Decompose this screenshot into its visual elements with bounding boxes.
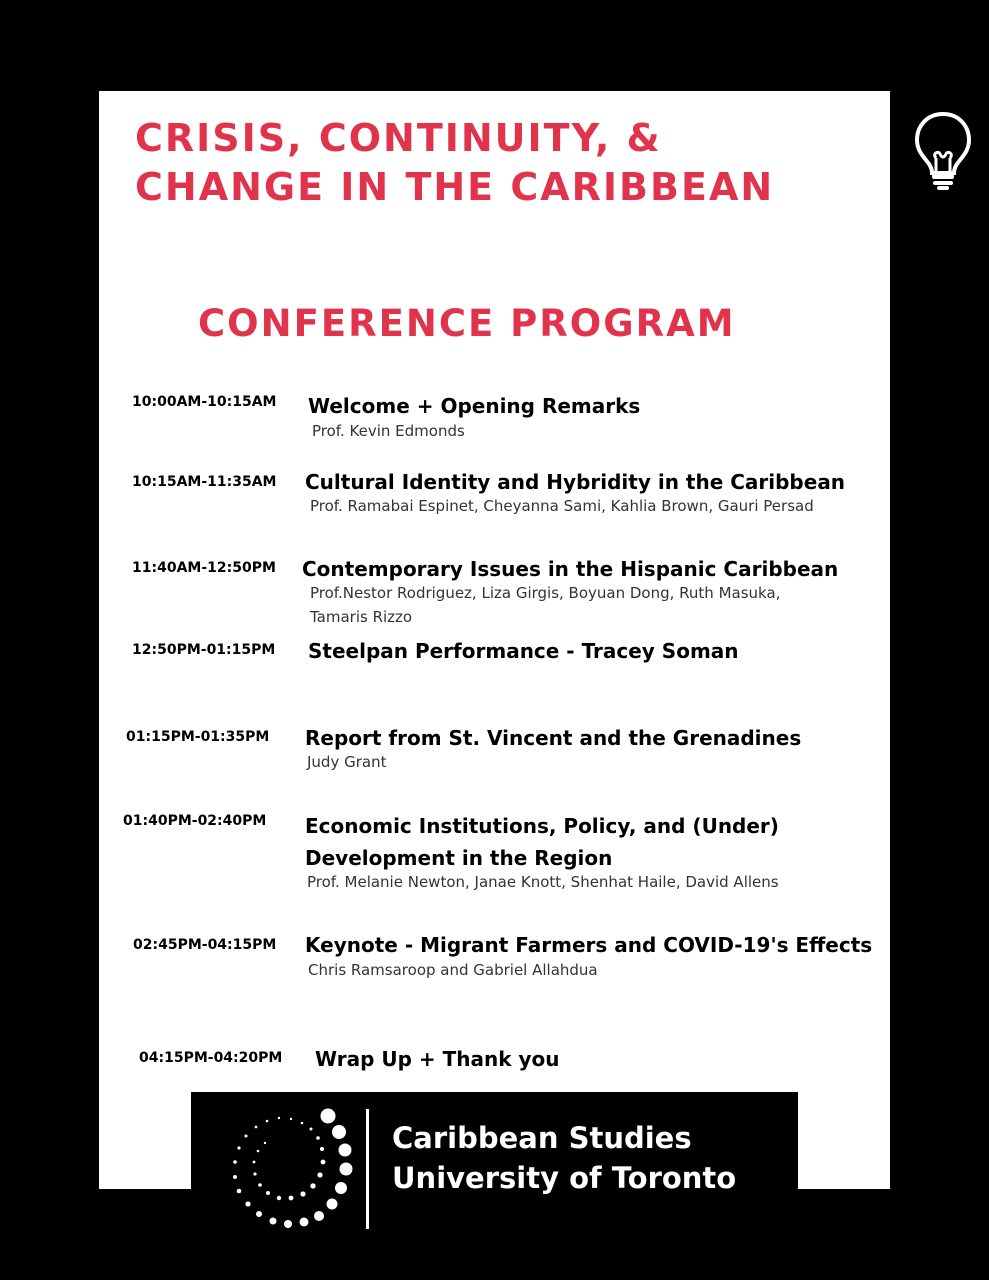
session-speakers-line-2: Tamaris Rizzo — [310, 608, 413, 626]
time-slot: 12:50PM-01:15PM — [132, 642, 276, 658]
time-slot: 01:40PM-02:40PM — [123, 813, 267, 829]
session-speakers-line-1: Prof.Nestor Rodriguez, Liza Girgis, Boyuan Dong, Ruth Masuka, — [310, 584, 781, 602]
session-title: Steelpan Performance - Tracey Soman — [308, 639, 739, 663]
session-title-line-1: Economic Institutions, Policy, and (Under) — [305, 814, 779, 838]
title-line-2: CHANGE IN THE CARIBBEAN — [135, 165, 775, 209]
session-title: Report from St. Vincent and the Grenadines — [305, 726, 802, 750]
footer-department: Caribbean Studies — [392, 1121, 692, 1155]
session-title-line-2: Development in the Region — [305, 846, 613, 870]
time-slot: 10:00AM-10:15AM — [132, 394, 277, 410]
time-slot: 04:15PM-04:20PM — [139, 1050, 283, 1066]
time-slot: 10:15AM-11:35AM — [132, 474, 277, 490]
dotted-circle-logo-icon — [191, 1092, 361, 1248]
conference-title — [135, 114, 774, 212]
footer-university: University of Toronto — [392, 1161, 737, 1195]
session-speakers: Prof. Kevin Edmonds — [312, 422, 465, 440]
session-speakers: Chris Ramsaroop and Gabriel Allahdua — [308, 961, 598, 979]
footer-banner — [191, 1092, 798, 1248]
session-speakers: Judy Grant — [307, 753, 387, 771]
time-slot: 01:15PM-01:35PM — [126, 729, 270, 745]
session-title: Welcome + Opening Remarks — [308, 394, 641, 418]
program-heading: CONFERENCE PROGRAM — [198, 302, 736, 345]
session-speakers: Prof. Ramabai Espinet, Cheyanna Sami, Kahlia Brown, Gauri Persad — [310, 497, 814, 515]
time-slot: 02:45PM-04:15PM — [133, 937, 277, 953]
lightbulb-icon — [912, 110, 974, 192]
session-title: Keynote - Migrant Farmers and COVID-19's Effects — [305, 933, 873, 957]
session-speakers: Prof. Melanie Newton, Janae Knott, Shenhat Haile, David Allens — [307, 873, 779, 891]
session-title: Cultural Identity and Hybridity in the Caribbean — [305, 470, 846, 494]
time-slot: 11:40AM-12:50PM — [132, 560, 276, 576]
session-title: Contemporary Issues in the Hispanic Caribbean — [302, 557, 839, 581]
footer-divider — [366, 1109, 369, 1229]
title-line-1: CRISIS, CONTINUITY, & — [135, 116, 662, 160]
session-title: Wrap Up + Thank you — [315, 1047, 560, 1071]
